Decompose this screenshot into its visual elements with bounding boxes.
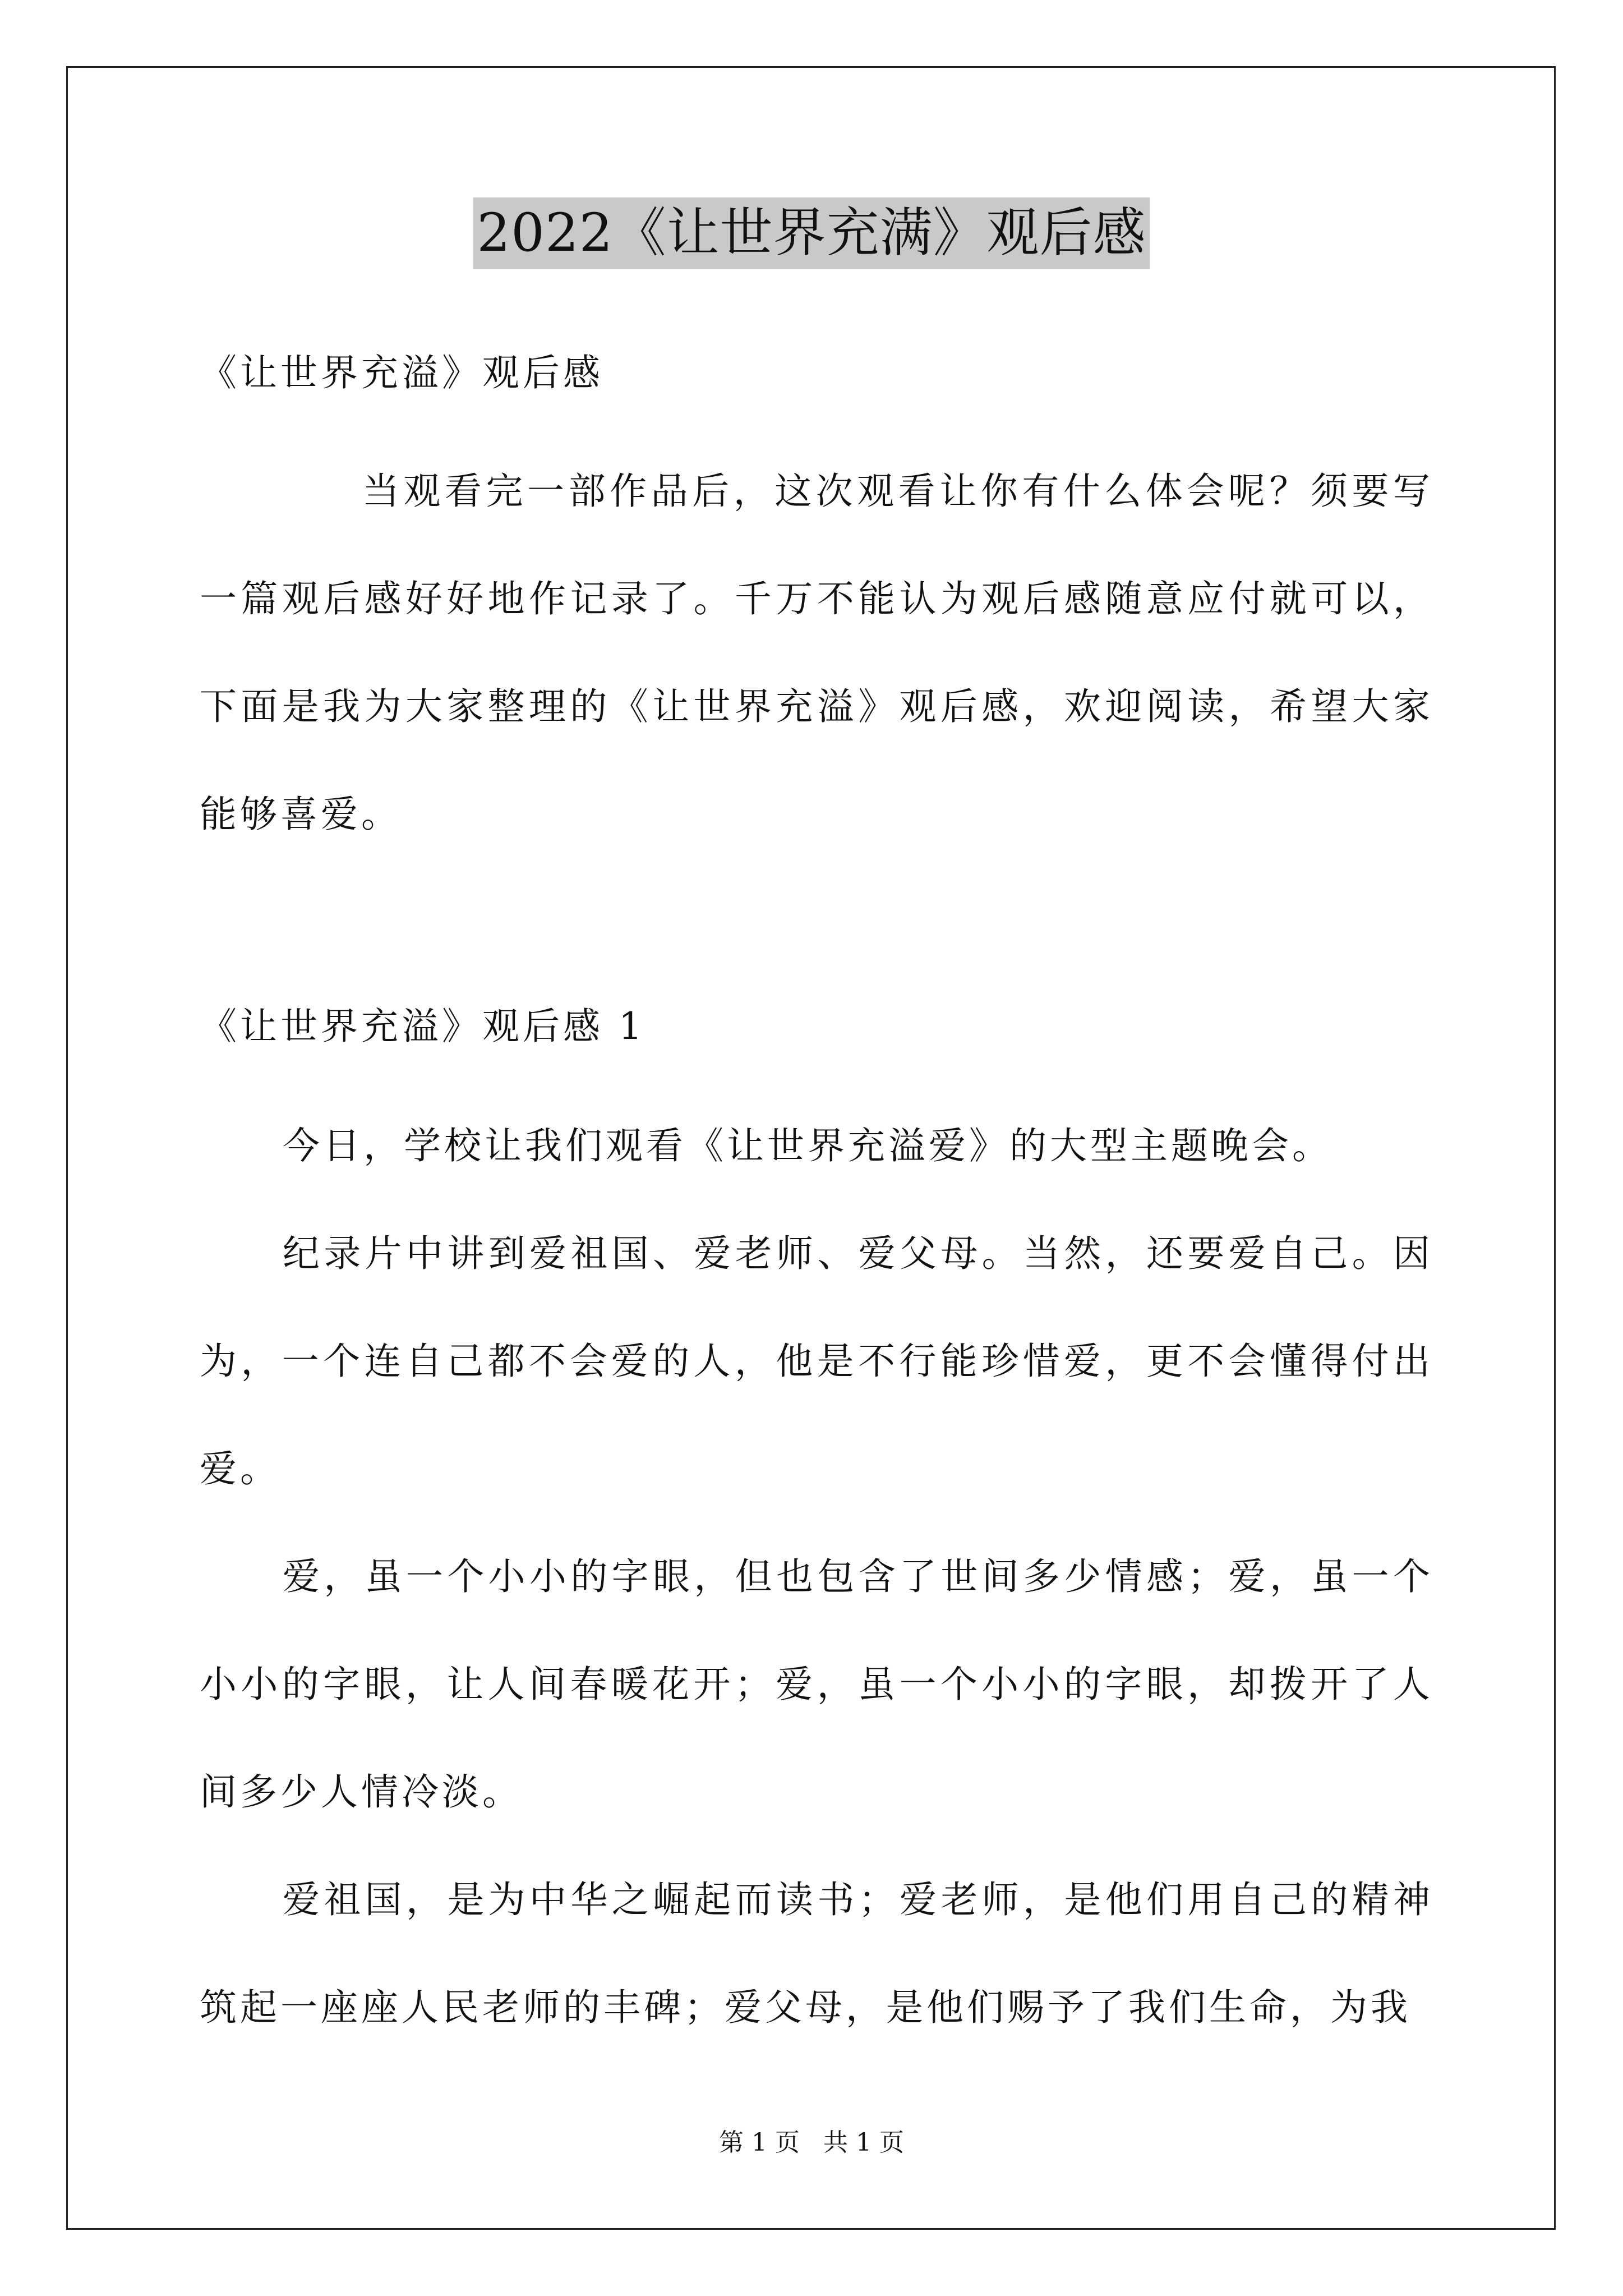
section-heading: 《让世界充溢》观后感 1 (200, 1005, 645, 1048)
body-paragraph: 爱祖国，是为中华之崛起而读书；爱老师，是他们用自己的精神筑起一座座人民老师的丰碑；爱父母，是他们赐予了我们生命，为我 (200, 1878, 1433, 2029)
body-block-2 (200, 1200, 1433, 1523)
title-container (0, 197, 1623, 269)
body-paragraph: 今日，学校让我们观看《让世界充溢爱》的大型主题晚会。 (283, 1124, 1332, 1167)
body-block-4 (200, 1846, 1433, 2062)
opening-heading-block (200, 348, 1433, 398)
body-block-3 (200, 1523, 1433, 1846)
page-footer: 第 1 页 共 1 页 (719, 2128, 904, 2157)
section-heading-block (200, 1001, 1433, 1052)
body-block-1 (200, 1092, 1433, 1200)
document-heading: 《让世界充溢》观后感 (200, 351, 603, 394)
intro-paragraph: 当观看完一部作品后，这次观看让你有什么体会呢？须要写一篇观后感好好地作记录了。千万不能认为观后感随意应付就可以，下面是我为大家整理的《让世界充溢》观后感，欢迎阅读，希望大家能够喜爱。 (200, 470, 1433, 836)
intro-block (200, 438, 1433, 868)
body-paragraph: 纪录片中讲到爱祖国、爱老师、爱父母。当然，还要爱自己。因为，一个连自己都不会爱的人，他是不行能珍惜爱，更不会懂得付出爱。 (200, 1232, 1433, 1490)
document-title: 2022《让世界充满》观后感 (473, 197, 1149, 269)
body-paragraph: 爱，虽一个小小的字眼，但也包含了世间多少情感；爱，虽一个小小的字眼，让人间春暖花开；爱，虽一个小小的字眼，却拨开了人间多少人情冷淡。 (200, 1555, 1433, 1814)
